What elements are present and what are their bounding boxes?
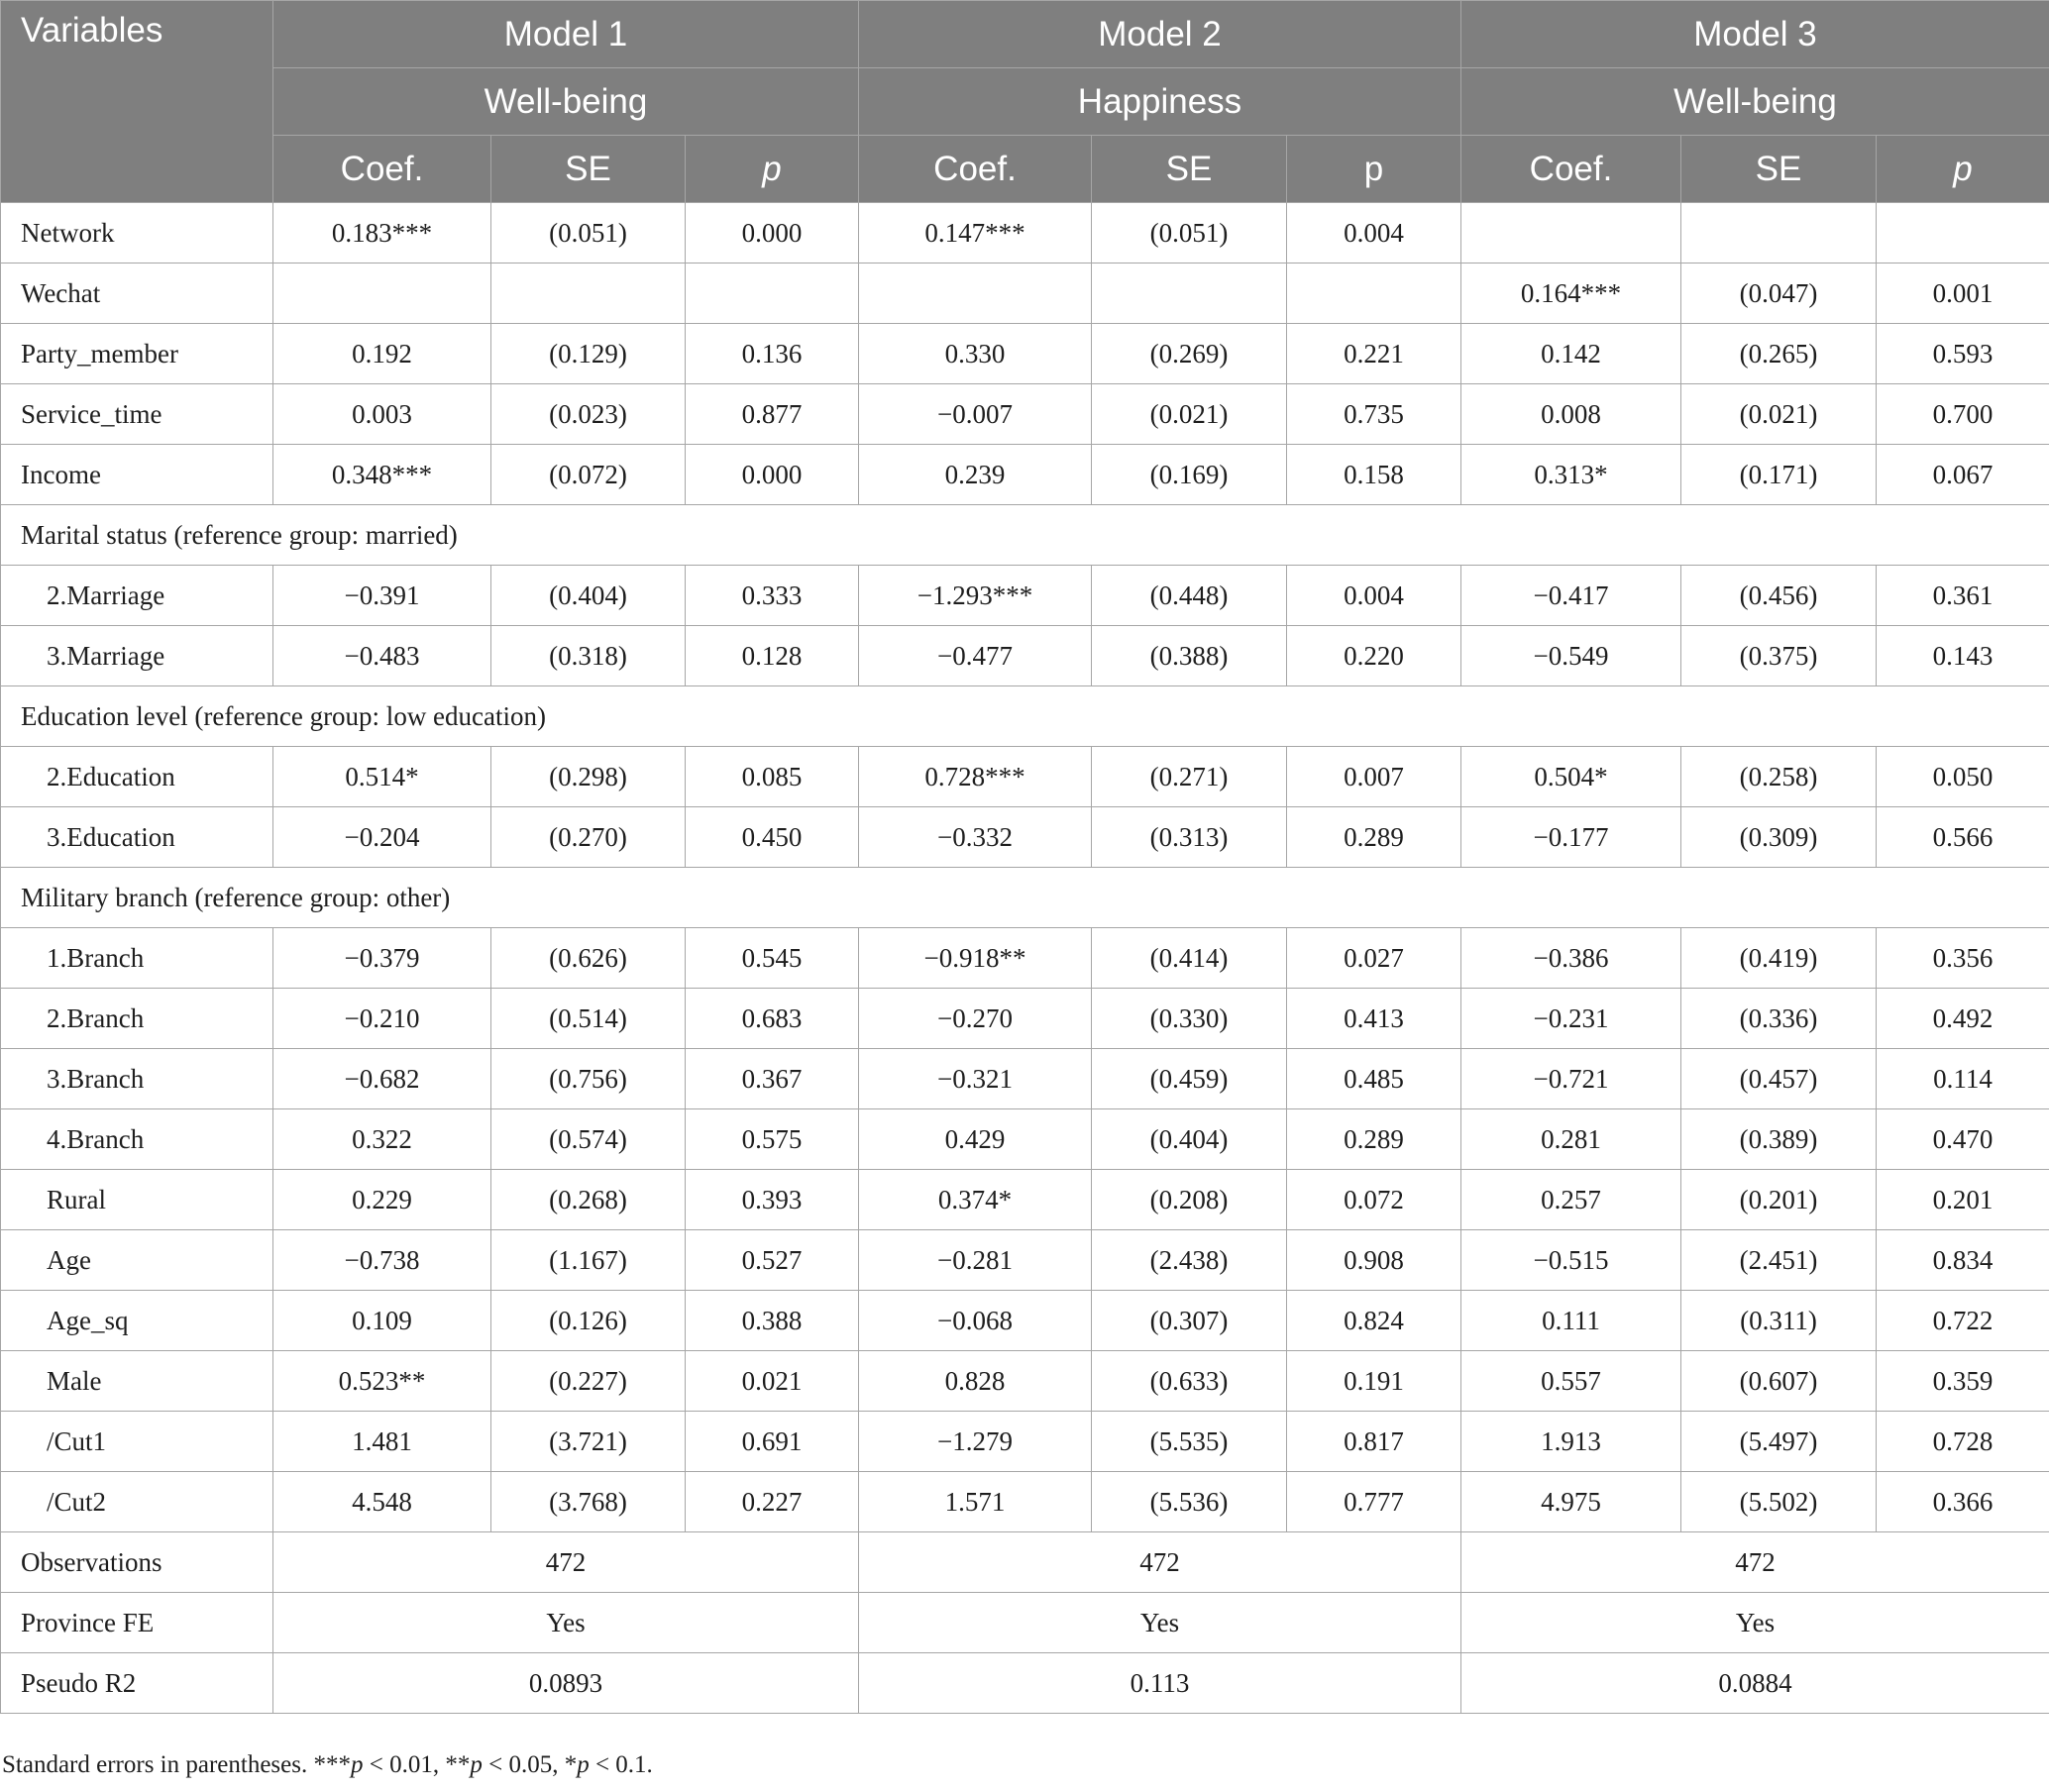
model-2-se-cell: (0.404) — [1092, 1109, 1287, 1170]
model-3-coef-cell: 0.504* — [1461, 747, 1681, 807]
model-3-se-cell: (0.258) — [1681, 747, 1877, 807]
model-3-se-cell: (0.309) — [1681, 807, 1877, 868]
model-2-se-cell: (0.313) — [1092, 807, 1287, 868]
row-label: 3.Branch — [1, 1049, 273, 1109]
model-2-p-cell: 0.908 — [1287, 1230, 1461, 1291]
model-2-se-cell: (0.021) — [1092, 384, 1287, 445]
model-2-p-cell: 0.413 — [1287, 989, 1461, 1049]
model-2-coef-cell: 0.374* — [859, 1170, 1092, 1230]
model-1-se-cell: (0.756) — [491, 1049, 686, 1109]
model-2-coef-cell: 0.828 — [859, 1351, 1092, 1412]
footnote-p-symbol: p — [577, 1751, 590, 1778]
model-1-p-cell: 0.333 — [686, 566, 859, 626]
row-label: Observations — [1, 1532, 273, 1593]
model-3-p-cell: 0.728 — [1877, 1412, 2049, 1472]
model-3-coef-cell: 1.913 — [1461, 1412, 1681, 1472]
model-2-p-cell: 0.158 — [1287, 445, 1461, 505]
model-1-se-cell — [491, 264, 686, 324]
model-2-summary-cell: 472 — [859, 1532, 1461, 1593]
row-label: /Cut1 — [1, 1412, 273, 1472]
model-1-coef-cell: 0.348*** — [273, 445, 491, 505]
model-3-coef-cell: −0.177 — [1461, 807, 1681, 868]
model-1-se-cell: (0.051) — [491, 203, 686, 264]
model-1-p-cell: 0.450 — [686, 807, 859, 868]
model-1-se-cell: (0.126) — [491, 1291, 686, 1351]
section-row — [1, 505, 2049, 566]
model-2-coef-cell: 0.728*** — [859, 747, 1092, 807]
model-1-p-cell: 0.877 — [686, 384, 859, 445]
model-1-coef-cell: 0.109 — [273, 1291, 491, 1351]
model-1-header: Model 1 — [273, 1, 859, 68]
table-body — [1, 203, 2049, 1714]
model-2-p-cell: 0.004 — [1287, 203, 1461, 264]
footnote-p-symbol: p — [350, 1751, 364, 1778]
model-1-coef-cell: 0.192 — [273, 324, 491, 384]
model-3-se-cell: (0.047) — [1681, 264, 1877, 324]
table-row — [1, 1412, 2049, 1472]
section-row — [1, 686, 2049, 747]
model-3-summary-cell: 0.0884 — [1461, 1653, 2049, 1714]
row-label: Age_sq — [1, 1291, 273, 1351]
model-3-p-cell: 0.492 — [1877, 989, 2049, 1049]
model-1-coef-cell: 0.514* — [273, 747, 491, 807]
table-row — [1, 747, 2049, 807]
row-label: Province FE — [1, 1593, 273, 1653]
model-3-coef-cell: −0.721 — [1461, 1049, 1681, 1109]
model-3-se-cell: (0.389) — [1681, 1109, 1877, 1170]
row-label: 2.Education — [1, 747, 273, 807]
model-2-summary-cell: Yes — [859, 1593, 1461, 1653]
row-label: 3.Marriage — [1, 626, 273, 686]
model-3-se-cell: (0.457) — [1681, 1049, 1877, 1109]
model-3-se-cell: (0.265) — [1681, 324, 1877, 384]
model-2-coef-header: Coef. — [859, 136, 1092, 203]
model-1-coef-cell: −0.682 — [273, 1049, 491, 1109]
section-label: Marital status (reference group: married) — [1, 505, 2049, 566]
model-1-se-cell: (0.129) — [491, 324, 686, 384]
model-1-p-cell: 0.527 — [686, 1230, 859, 1291]
model-1-coef-cell: −0.379 — [273, 928, 491, 989]
model-1-se-header: SE — [491, 136, 686, 203]
model-1-se-cell: (0.227) — [491, 1351, 686, 1412]
table-row — [1, 626, 2049, 686]
model-2-coef-cell: −0.068 — [859, 1291, 1092, 1351]
model-2-coef-cell: −0.007 — [859, 384, 1092, 445]
row-label: 3.Education — [1, 807, 273, 868]
model-3-coef-cell: 0.008 — [1461, 384, 1681, 445]
section-label: Military branch (reference group: other) — [1, 868, 2049, 928]
row-label: Service_time — [1, 384, 273, 445]
model-1-p-cell: 0.128 — [686, 626, 859, 686]
table-row — [1, 1049, 2049, 1109]
table-row — [1, 928, 2049, 989]
table-row — [1, 1230, 2049, 1291]
model-1-summary-cell: 472 — [273, 1532, 859, 1593]
model-2-coef-cell — [859, 264, 1092, 324]
summary-row — [1, 1532, 2049, 1593]
model-2-coef-cell: 0.147*** — [859, 203, 1092, 264]
model-2-p-cell: 0.824 — [1287, 1291, 1461, 1351]
model-2-p-cell: 0.072 — [1287, 1170, 1461, 1230]
table-row — [1, 1472, 2049, 1532]
table-row — [1, 1351, 2049, 1412]
row-label: Pseudo R2 — [1, 1653, 273, 1714]
model-3-coef-cell — [1461, 203, 1681, 264]
model-3-p-cell: 0.201 — [1877, 1170, 2049, 1230]
model-2-se-cell: (0.388) — [1092, 626, 1287, 686]
model-3-se-cell: (0.311) — [1681, 1291, 1877, 1351]
footnote-p-symbol: p — [470, 1751, 483, 1778]
model-1-se-cell: (0.514) — [491, 989, 686, 1049]
row-label: Network — [1, 203, 273, 264]
table-row — [1, 384, 2049, 445]
row-label: Rural — [1, 1170, 273, 1230]
model-3-coef-cell: 0.557 — [1461, 1351, 1681, 1412]
model-3-coef-cell: 0.257 — [1461, 1170, 1681, 1230]
model-3-summary-cell: 472 — [1461, 1532, 2049, 1593]
model-1-summary-cell: Yes — [273, 1593, 859, 1653]
model-2-se-cell: (2.438) — [1092, 1230, 1287, 1291]
model-2-dependent: Happiness — [859, 68, 1461, 136]
model-2-se-cell: (0.169) — [1092, 445, 1287, 505]
footnote-threshold-3: < 0.1. — [589, 1751, 653, 1778]
model-1-p-cell: 0.388 — [686, 1291, 859, 1351]
model-3-p-cell: 0.356 — [1877, 928, 2049, 989]
table-row — [1, 264, 2049, 324]
model-3-p-cell: 0.700 — [1877, 384, 2049, 445]
model-1-coef-cell — [273, 264, 491, 324]
model-3-p-cell: 0.566 — [1877, 807, 2049, 868]
model-3-se-cell: (2.451) — [1681, 1230, 1877, 1291]
model-1-coef-cell: 0.229 — [273, 1170, 491, 1230]
model-3-dependent: Well-being — [1461, 68, 2049, 136]
model-1-dependent: Well-being — [273, 68, 859, 136]
model-1-se-cell: (1.167) — [491, 1230, 686, 1291]
model-2-se-cell: (0.307) — [1092, 1291, 1287, 1351]
model-3-se-cell: (5.502) — [1681, 1472, 1877, 1532]
model-1-p-cell: 0.000 — [686, 445, 859, 505]
model-1-p-cell: 0.691 — [686, 1412, 859, 1472]
model-1-p-cell: 0.575 — [686, 1109, 859, 1170]
model-1-coef-cell: −0.210 — [273, 989, 491, 1049]
model-2-se-cell: (0.330) — [1092, 989, 1287, 1049]
model-2-se-cell: (5.535) — [1092, 1412, 1287, 1472]
model-1-p-cell: 0.683 — [686, 989, 859, 1049]
model-1-se-cell: (0.023) — [491, 384, 686, 445]
model-1-p-cell: 0.393 — [686, 1170, 859, 1230]
model-3-coef-cell: 0.142 — [1461, 324, 1681, 384]
model-1-p-cell: 0.021 — [686, 1351, 859, 1412]
model-3-p-cell: 0.050 — [1877, 747, 2049, 807]
model-1-p-cell: 0.085 — [686, 747, 859, 807]
table-footnote — [2, 1751, 653, 1779]
model-3-p-cell: 0.359 — [1877, 1351, 2049, 1412]
model-3-coef-cell: 0.281 — [1461, 1109, 1681, 1170]
model-1-se-cell: (0.268) — [491, 1170, 686, 1230]
model-1-se-cell: (0.404) — [491, 566, 686, 626]
model-3-p-cell: 0.470 — [1877, 1109, 2049, 1170]
model-1-coef-cell: 0.183*** — [273, 203, 491, 264]
model-3-coef-cell: 0.164*** — [1461, 264, 1681, 324]
model-2-se-cell: (5.536) — [1092, 1472, 1287, 1532]
summary-row — [1, 1593, 2049, 1653]
model-3-p-cell: 0.593 — [1877, 324, 2049, 384]
model-2-p-cell: 0.485 — [1287, 1049, 1461, 1109]
model-3-se-cell: (0.456) — [1681, 566, 1877, 626]
model-2-p-cell: 0.817 — [1287, 1412, 1461, 1472]
model-1-coef-cell: −0.738 — [273, 1230, 491, 1291]
model-2-se-cell: (0.269) — [1092, 324, 1287, 384]
model-2-p-cell: 0.221 — [1287, 324, 1461, 384]
model-2-coef-cell: −0.918** — [859, 928, 1092, 989]
model-3-p-cell: 0.143 — [1877, 626, 2049, 686]
footnote-threshold-1: < 0.01, ** — [363, 1751, 471, 1778]
row-label: Party_member — [1, 324, 273, 384]
model-1-p-cell: 0.227 — [686, 1472, 859, 1532]
row-label: Income — [1, 445, 273, 505]
model-2-se-cell: (0.448) — [1092, 566, 1287, 626]
model-1-se-cell: (0.072) — [491, 445, 686, 505]
model-2-coef-cell: 1.571 — [859, 1472, 1092, 1532]
footnote-prefix: Standard errors in parentheses. *** — [2, 1751, 351, 1778]
model-2-se-cell — [1092, 264, 1287, 324]
model-2-coef-cell: −1.279 — [859, 1412, 1092, 1472]
model-1-p-header: p — [686, 136, 859, 203]
model-2-p-cell: 0.220 — [1287, 626, 1461, 686]
row-label: 1.Branch — [1, 928, 273, 989]
model-2-se-cell: (0.271) — [1092, 747, 1287, 807]
model-3-coef-header: Coef. — [1461, 136, 1681, 203]
table-row — [1, 989, 2049, 1049]
model-3-coef-cell: −0.549 — [1461, 626, 1681, 686]
model-1-se-cell: (3.721) — [491, 1412, 686, 1472]
model-3-se-cell: (0.419) — [1681, 928, 1877, 989]
model-2-coef-cell: −1.293*** — [859, 566, 1092, 626]
model-2-coef-cell: −0.321 — [859, 1049, 1092, 1109]
model-1-p-cell: 0.000 — [686, 203, 859, 264]
model-1-coef-cell: −0.204 — [273, 807, 491, 868]
model-3-p-cell: 0.114 — [1877, 1049, 2049, 1109]
model-2-coef-cell: −0.270 — [859, 989, 1092, 1049]
model-2-summary-cell: 0.113 — [859, 1653, 1461, 1714]
model-2-se-cell: (0.414) — [1092, 928, 1287, 989]
model-2-se-cell: (0.633) — [1092, 1351, 1287, 1412]
model-2-p-cell: 0.191 — [1287, 1351, 1461, 1412]
model-3-se-cell: (0.375) — [1681, 626, 1877, 686]
model-2-coef-cell: −0.332 — [859, 807, 1092, 868]
model-2-coef-cell: −0.477 — [859, 626, 1092, 686]
model-1-se-cell: (0.574) — [491, 1109, 686, 1170]
model-3-p-cell: 0.834 — [1877, 1230, 2049, 1291]
section-row — [1, 868, 2049, 928]
model-2-se-cell: (0.459) — [1092, 1049, 1287, 1109]
model-2-p-cell: 0.289 — [1287, 1109, 1461, 1170]
summary-row — [1, 1653, 2049, 1714]
table-row — [1, 1109, 2049, 1170]
model-1-coef-cell: 4.548 — [273, 1472, 491, 1532]
model-3-se-cell: (0.201) — [1681, 1170, 1877, 1230]
row-label: /Cut2 — [1, 1472, 273, 1532]
model-3-se-cell: (0.021) — [1681, 384, 1877, 445]
table-header — [1, 1, 2049, 203]
model-3-coef-cell: −0.231 — [1461, 989, 1681, 1049]
model-1-coef-cell: −0.483 — [273, 626, 491, 686]
model-1-coef-header: Coef. — [273, 136, 491, 203]
model-1-se-cell: (0.270) — [491, 807, 686, 868]
model-1-coef-cell: −0.391 — [273, 566, 491, 626]
row-label: 2.Branch — [1, 989, 273, 1049]
model-2-coef-cell: 0.330 — [859, 324, 1092, 384]
table-row — [1, 1291, 2049, 1351]
model-2-se-header: SE — [1092, 136, 1287, 203]
row-label: 2.Marriage — [1, 566, 273, 626]
model-3-coef-cell: −0.515 — [1461, 1230, 1681, 1291]
model-3-p-cell: 0.067 — [1877, 445, 2049, 505]
table-row — [1, 566, 2049, 626]
table-row — [1, 324, 2049, 384]
row-label: 4.Branch — [1, 1109, 273, 1170]
model-2-p-cell: 0.004 — [1287, 566, 1461, 626]
model-2-coef-cell: −0.281 — [859, 1230, 1092, 1291]
model-2-header: Model 2 — [859, 1, 1461, 68]
model-3-summary-cell: Yes — [1461, 1593, 2049, 1653]
model-1-p-cell: 0.545 — [686, 928, 859, 989]
model-1-coef-cell: 0.322 — [273, 1109, 491, 1170]
model-3-coef-cell: 0.111 — [1461, 1291, 1681, 1351]
model-1-coef-cell: 0.003 — [273, 384, 491, 445]
model-1-p-cell: 0.367 — [686, 1049, 859, 1109]
model-3-se-cell: (0.336) — [1681, 989, 1877, 1049]
model-1-se-cell: (0.298) — [491, 747, 686, 807]
table-row — [1, 203, 2049, 264]
model-2-p-cell: 0.777 — [1287, 1472, 1461, 1532]
model-3-p-cell — [1877, 203, 2049, 264]
model-3-se-header: SE — [1681, 136, 1877, 203]
model-1-coef-cell: 1.481 — [273, 1412, 491, 1472]
model-2-p-cell: 0.027 — [1287, 928, 1461, 989]
model-1-se-cell: (3.768) — [491, 1472, 686, 1532]
table-row — [1, 807, 2049, 868]
model-2-coef-cell: 0.239 — [859, 445, 1092, 505]
model-1-p-cell — [686, 264, 859, 324]
model-3-coef-cell: 4.975 — [1461, 1472, 1681, 1532]
model-3-p-cell: 0.366 — [1877, 1472, 2049, 1532]
model-2-p-cell: 0.289 — [1287, 807, 1461, 868]
model-2-se-cell: (0.208) — [1092, 1170, 1287, 1230]
row-label: Age — [1, 1230, 273, 1291]
model-3-coef-cell: −0.386 — [1461, 928, 1681, 989]
model-3-se-cell: (0.607) — [1681, 1351, 1877, 1412]
model-3-p-cell: 0.361 — [1877, 566, 2049, 626]
model-2-p-cell: 0.007 — [1287, 747, 1461, 807]
model-3-coef-cell: −0.417 — [1461, 566, 1681, 626]
table-row — [1, 1170, 2049, 1230]
model-3-p-cell: 0.722 — [1877, 1291, 2049, 1351]
model-2-coef-cell: 0.429 — [859, 1109, 1092, 1170]
model-3-se-cell — [1681, 203, 1877, 264]
model-3-p-cell: 0.001 — [1877, 264, 2049, 324]
model-1-summary-cell: 0.0893 — [273, 1653, 859, 1714]
model-1-p-cell: 0.136 — [686, 324, 859, 384]
section-label: Education level (reference group: low education) — [1, 686, 2049, 747]
model-2-se-cell: (0.051) — [1092, 203, 1287, 264]
model-1-coef-cell: 0.523** — [273, 1351, 491, 1412]
model-2-p-header: p — [1287, 136, 1461, 203]
model-3-se-cell: (5.497) — [1681, 1412, 1877, 1472]
row-label: Male — [1, 1351, 273, 1412]
model-3-coef-cell: 0.313* — [1461, 445, 1681, 505]
table-row — [1, 445, 2049, 505]
footnote-threshold-2: < 0.05, * — [482, 1751, 578, 1778]
variables-header: Variables — [1, 1, 273, 203]
model-1-se-cell: (0.318) — [491, 626, 686, 686]
model-1-se-cell: (0.626) — [491, 928, 686, 989]
model-2-p-cell: 0.735 — [1287, 384, 1461, 445]
model-3-se-cell: (0.171) — [1681, 445, 1877, 505]
model-3-p-header: p — [1877, 136, 2049, 203]
model-3-header: Model 3 — [1461, 1, 2049, 68]
model-2-p-cell — [1287, 264, 1461, 324]
row-label: Wechat — [1, 264, 273, 324]
